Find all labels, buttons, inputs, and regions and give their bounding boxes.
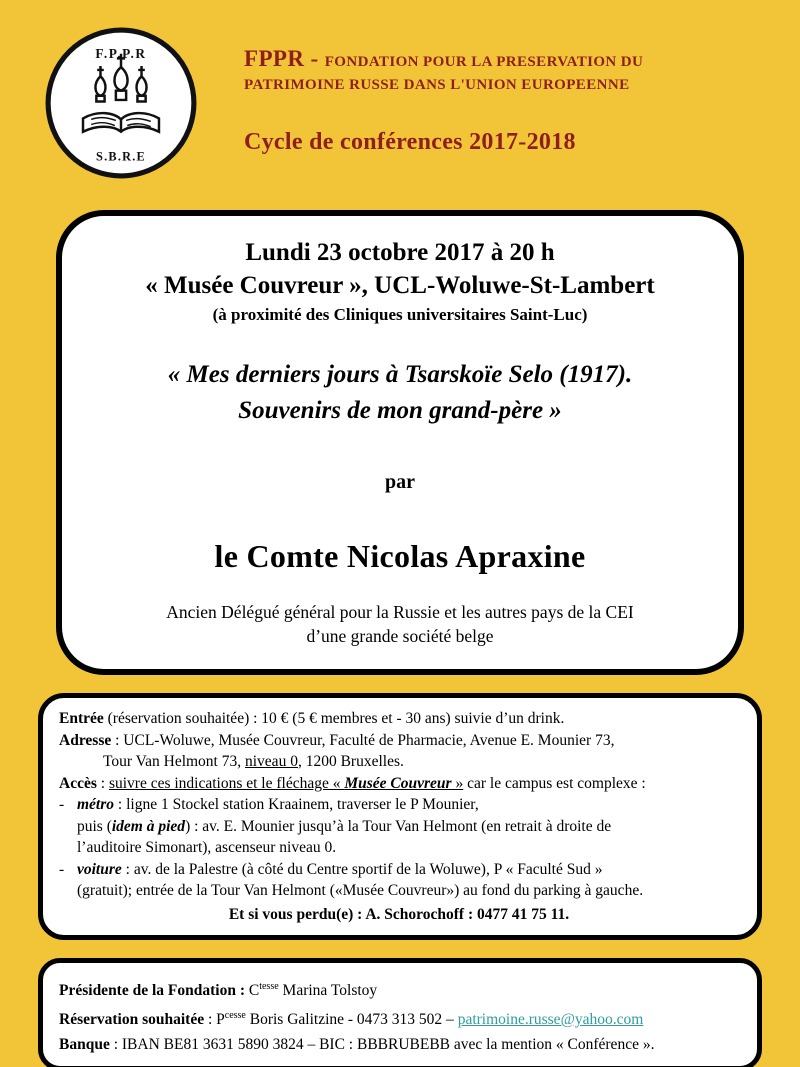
fppr-logo-svg [44,26,198,180]
adresse-text: : UCL-Woluwe, Musée Couvreur, Faculté de Pharmacie, Avenue E. Mounier 73, [111,731,615,749]
voiture-item [59,859,739,902]
acces-line [59,773,739,795]
event-venue-note: (à proximité des Cliniques universitaires Saint-Luc) [212,305,588,325]
reservation-text: Boris Galitzine - 0473 313 502 – [245,1011,458,1029]
header-text [244,26,643,156]
voiture-line2: (gratuit); entrée de la Tour Van Helmont («Musée Couvreur») au fond du parking à gauche. [77,882,644,899]
par-label: par [385,471,415,494]
presidente-name: Marina Tolstoy [278,982,378,1000]
metro-line1 [77,794,739,816]
adresse-line [59,730,739,752]
contact-box [38,958,762,1067]
banque-line [59,1032,739,1057]
metro-idem: idem à pied [111,817,186,835]
org-name-line2: PATRIMOINE RUSSE DANS L'UNION EUROPEENNE [244,77,630,94]
voiture-label: voiture [77,860,122,878]
reservation-line [59,1003,739,1032]
entree-text: (réservation souhaitée) : 10 € (5 € membres et - 30 ans) suivie d’un drink. [103,710,565,727]
metro-text3: ) : av. E. Mounier jusqu’à la Tour Van Helmont (en retrait à droite de [185,817,612,835]
speaker-desc-line1: Ancien Délégué général pour la Russie et les autres pays de la CEI [166,602,634,623]
voiture-line1 [77,859,739,881]
logo-bottom-text: S.B.R.E [95,149,147,164]
reservation-title-sup: cesse [224,1010,246,1022]
metro-item [59,794,739,859]
lost-contact-line: Et si vous perdu(e) : A. Schorochoff : 0477 41 75 11. [228,905,570,923]
conference-cycle-title: Cycle de conférences 2017-2018 [244,129,576,156]
event-date: Lundi 23 octobre 2017 à 20 h [245,239,555,266]
reservation-title: P [216,1011,225,1029]
presidente-label: Présidente de la Fondation : [59,982,245,1000]
metro-line2 [77,816,739,838]
banque-text: : IBAN BE81 3631 5890 3824 – BIC : BBBRUBEBB avec la mention « Conférence ». [109,1036,655,1054]
metro-label: métro [77,796,115,813]
email-link[interactable]: patrimoine.russe@yahoo.com [457,1011,644,1029]
acces-label: Accès [59,774,97,792]
acces-underlined: suivre ces indications et le fléchage « [108,774,345,792]
event-venue: « Musée Couvreur », UCL-Woluwe-St-Lambert [145,272,655,299]
practical-info-box [38,693,762,940]
voiture-text: : av. de la Palestre (à côté du Centre sportif de la Woluwe), P « Faculté Sud » [121,860,603,878]
reservation-label: Réservation souhaitée [59,1011,205,1029]
header [0,26,800,180]
acces-musee-couvreur: Musée Couvreur [344,774,452,792]
org-abbr: FPPR - [244,46,325,71]
acces-rest: car le campus est complexe : [463,774,646,792]
adresse-text3: , 1200 Bruxelles. [297,753,404,770]
adresse-text2: Tour Van Helmont 73, [103,753,245,770]
speaker-name: le Comte Nicolas Apraxine [214,538,586,575]
presidente-title-sup: tesse [259,981,279,992]
event-box [56,210,744,675]
banque-label: Banque [59,1036,110,1054]
talk-title-line1: « Mes derniers jours à Tsarskoïe Selo (1917). [167,361,633,389]
niveau-text: niveau 0 [245,753,298,770]
speaker-desc-line2: d’une grande société belge [306,625,494,646]
presidente-line [59,974,739,1003]
logo-top-text: F.P.P.R [95,45,147,61]
acces-sep: : [96,774,109,792]
org-name-line1 [244,42,643,75]
acces-underlined-end: » [451,774,464,792]
metro-body [77,794,739,859]
metro-text2: puis ( [77,817,112,835]
entree-line [59,708,739,730]
talk-title-line2: Souvenirs de mon grand-père » [238,397,562,425]
voiture-body [77,859,739,902]
presidente-title: C [245,982,260,1000]
org-name-part1: FONDATION POUR LA PRESERVATION DU [324,54,644,70]
metro-dash: - [59,796,65,813]
metro-line3: l’auditoire Simonart), ascenseur niveau 0. [77,839,337,856]
adresse-line2 [59,751,739,773]
voiture-dash: - [59,860,65,878]
metro-text: : ligne 1 Stockel station Kraainem, traverser le P Mounier, [114,796,479,813]
fppr-logo [44,26,198,180]
reservation-sep: : [204,1011,217,1029]
entree-label: Entrée [59,710,104,727]
adresse-label: Adresse [59,731,112,749]
